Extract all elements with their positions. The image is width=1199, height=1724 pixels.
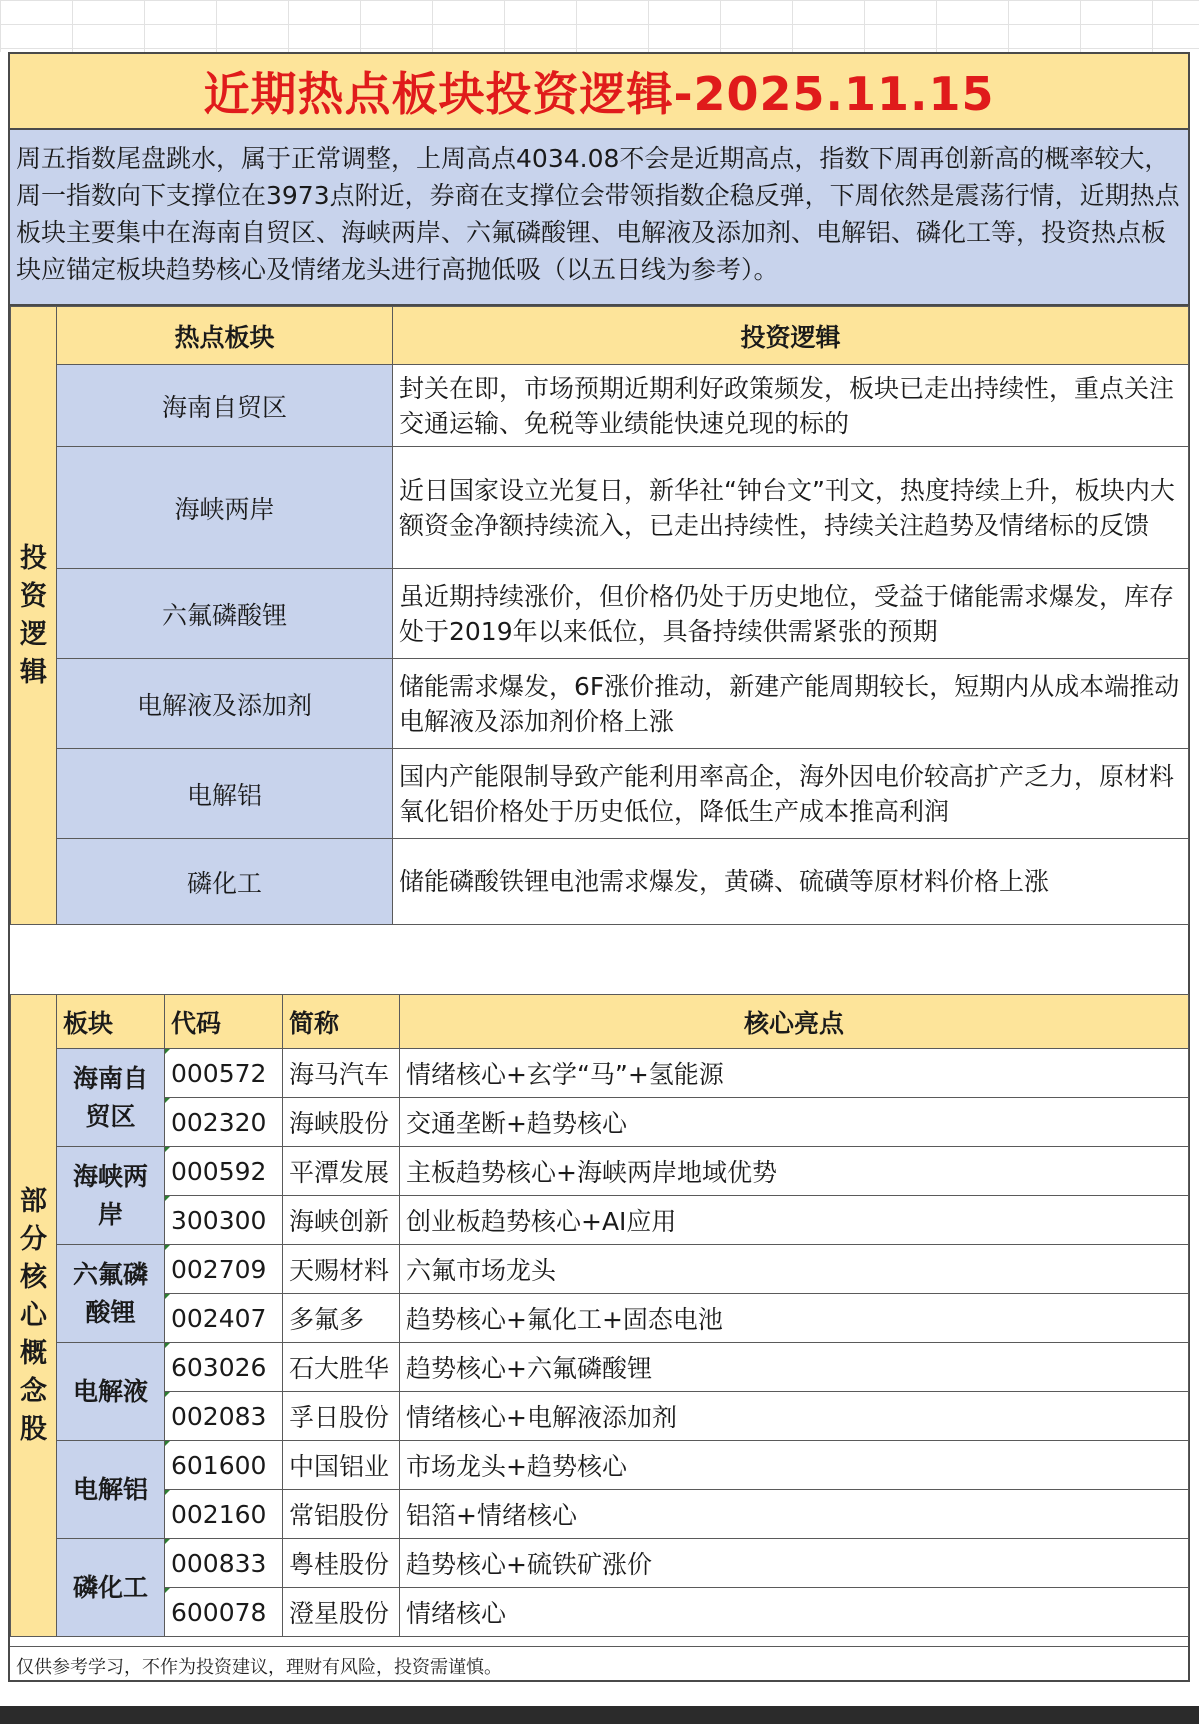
stock-name: 澄星股份 bbox=[283, 1588, 400, 1637]
stock-code: 002320 bbox=[165, 1098, 283, 1147]
sector-logic: 储能需求爆发，6F涨价推动，新建产能周期较长，短期内从成本端推动电解液及添加剂价格上涨 bbox=[393, 659, 1189, 749]
disclaimer: 仅供参考学习，不作为投资建议，理财有风险，投资需谨慎。 bbox=[10, 1646, 1188, 1680]
logic-side-label: 投 资 逻 辑 bbox=[11, 307, 57, 925]
stock-highlight: 趋势核心+氟化工+固态电池 bbox=[400, 1294, 1189, 1343]
stock-row bbox=[11, 1049, 1189, 1098]
stock-highlight: 主板趋势核心+海峡两岸地域优势 bbox=[400, 1147, 1189, 1196]
stock-name: 常铝股份 bbox=[283, 1490, 400, 1539]
sector-name: 电解液及添加剂 bbox=[57, 659, 393, 749]
stock-row bbox=[11, 1098, 1189, 1147]
stock-code: 002407 bbox=[165, 1294, 283, 1343]
logic-row bbox=[11, 447, 1189, 569]
sector-name: 海南自贸区 bbox=[57, 365, 393, 447]
stock-row bbox=[11, 1539, 1189, 1588]
stock-code: 000833 bbox=[165, 1539, 283, 1588]
stock-row bbox=[11, 1490, 1189, 1539]
bottom-bar bbox=[0, 1706, 1199, 1724]
stock-group-sector: 电解铝 bbox=[57, 1441, 165, 1539]
sector-logic: 储能磷酸铁锂电池需求爆发，黄磷、硫磺等原材料价格上涨 bbox=[393, 839, 1189, 925]
stock-row bbox=[11, 1343, 1189, 1392]
stock-code: 002709 bbox=[165, 1245, 283, 1294]
page-title: 近期热点板块投资逻辑-2025.11.15 bbox=[10, 54, 1188, 130]
header-code: 代码 bbox=[165, 995, 283, 1049]
sector-logic: 虽近期持续涨价，但价格仍处于历史地位，受益于储能需求爆发，库存处于2019年以来低位，具备持续供需紧张的预期 bbox=[393, 569, 1189, 659]
stock-group-sector: 海峡两岸 bbox=[57, 1147, 165, 1245]
header-sector: 板块 bbox=[57, 995, 165, 1049]
stock-name: 多氟多 bbox=[283, 1294, 400, 1343]
stocks-side-label: 部 分 核 心 概 念 股 bbox=[11, 995, 57, 1637]
stock-code: 600078 bbox=[165, 1588, 283, 1637]
stock-code: 002160 bbox=[165, 1490, 283, 1539]
market-summary: 周五指数尾盘跳水，属于正常调整，上周高点4034.08不会是近期高点，指数下周再创新高的概率较大，周一指数向下支撑位在3973点附近，券商在支撑位会带领指数企稳反弹，下周依然是震荡行情，近期热点板块主要集中在海南自贸区、海峡两岸、六氟磷酸锂、电解液及添加剂、电解铝、磷化工等，投资热点板块应锚定板块趋势核心及情绪龙头进行高抛低吸（以五日线为参考）。 bbox=[10, 130, 1188, 306]
stock-code: 300300 bbox=[165, 1196, 283, 1245]
sector-logic-table bbox=[10, 306, 1189, 925]
header-investment-logic: 投资逻辑 bbox=[393, 307, 1189, 365]
logic-row bbox=[11, 749, 1189, 839]
stock-group-sector: 海南自贸区 bbox=[57, 1049, 165, 1147]
stock-name: 石大胜华 bbox=[283, 1343, 400, 1392]
stock-highlight: 趋势核心+六氟磷酸锂 bbox=[400, 1343, 1189, 1392]
stock-code: 000572 bbox=[165, 1049, 283, 1098]
sector-name: 电解铝 bbox=[57, 749, 393, 839]
stock-name: 海峡创新 bbox=[283, 1196, 400, 1245]
stock-highlight: 六氟市场龙头 bbox=[400, 1245, 1189, 1294]
stock-highlight: 情绪核心 bbox=[400, 1588, 1189, 1637]
stock-name: 平潭发展 bbox=[283, 1147, 400, 1196]
stock-name: 海峡股份 bbox=[283, 1098, 400, 1147]
logic-row bbox=[11, 659, 1189, 749]
header-highlight: 核心亮点 bbox=[400, 995, 1189, 1049]
stock-row bbox=[11, 1196, 1189, 1245]
stock-code: 000592 bbox=[165, 1147, 283, 1196]
stock-name: 海马汽车 bbox=[283, 1049, 400, 1098]
stock-row bbox=[11, 1588, 1189, 1637]
stock-row bbox=[11, 1441, 1189, 1490]
sector-logic: 封关在即，市场预期近期利好政策频发，板块已走出持续性，重点关注交通运输、免税等业绩能快速兑现的标的 bbox=[393, 365, 1189, 447]
investment-logic-sheet bbox=[8, 52, 1190, 1682]
stock-name: 中国铝业 bbox=[283, 1441, 400, 1490]
stock-name: 天赐材料 bbox=[283, 1245, 400, 1294]
stock-code: 002083 bbox=[165, 1392, 283, 1441]
logic-row bbox=[11, 839, 1189, 925]
stock-code: 601600 bbox=[165, 1441, 283, 1490]
stock-group-sector: 电解液 bbox=[57, 1343, 165, 1441]
sector-name: 海峡两岸 bbox=[57, 447, 393, 569]
stock-highlight: 铝箔+情绪核心 bbox=[400, 1490, 1189, 1539]
sector-logic: 国内产能限制导致产能利用率高企，海外因电价较高扩产乏力，原材料氧化铝价格处于历史低位，降低生产成本推高利润 bbox=[393, 749, 1189, 839]
logic-row bbox=[11, 569, 1189, 659]
stock-code: 603026 bbox=[165, 1343, 283, 1392]
stock-row bbox=[11, 1147, 1189, 1196]
stock-name: 孚日股份 bbox=[283, 1392, 400, 1441]
core-stocks-table bbox=[10, 994, 1189, 1637]
stock-name: 粤桂股份 bbox=[283, 1539, 400, 1588]
header-hot-sector: 热点板块 bbox=[57, 307, 393, 365]
stock-highlight: 创业板趋势核心+AI应用 bbox=[400, 1196, 1189, 1245]
stock-highlight: 趋势核心+硫铁矿涨价 bbox=[400, 1539, 1189, 1588]
logic-row bbox=[11, 365, 1189, 447]
stock-highlight: 情绪核心+玄学“马”+氢能源 bbox=[400, 1049, 1189, 1098]
sector-logic: 近日国家设立光复日，新华社“钟台文”刊文，热度持续上升，板块内大额资金净额持续流入，已走出持续性，持续关注趋势及情绪标的反馈 bbox=[393, 447, 1189, 569]
stock-highlight: 市场龙头+趋势核心 bbox=[400, 1441, 1189, 1490]
stock-group-sector: 磷化工 bbox=[57, 1539, 165, 1637]
stock-row bbox=[11, 1245, 1189, 1294]
sector-name: 磷化工 bbox=[57, 839, 393, 925]
stock-highlight: 情绪核心+电解液添加剂 bbox=[400, 1392, 1189, 1441]
spreadsheet-grid-background bbox=[0, 0, 1199, 52]
stock-row bbox=[11, 1392, 1189, 1441]
stock-group-sector: 六氟磷酸锂 bbox=[57, 1245, 165, 1343]
stock-highlight: 交通垄断+趋势核心 bbox=[400, 1098, 1189, 1147]
header-name: 简称 bbox=[283, 995, 400, 1049]
sector-name: 六氟磷酸锂 bbox=[57, 569, 393, 659]
stock-row bbox=[11, 1294, 1189, 1343]
